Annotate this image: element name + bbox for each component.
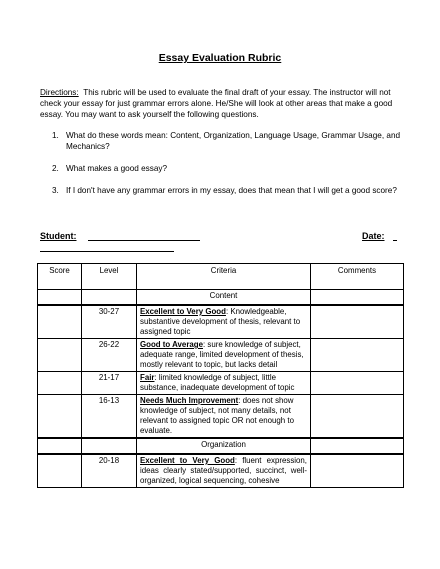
comments-cell[interactable] (311, 372, 404, 395)
document-title: Essay Evaluation Rubric (158, 52, 282, 64)
criteria-text: : limited knowledge of subject, little substance, inadequate development of topic (140, 373, 295, 392)
score-cell[interactable] (38, 305, 82, 339)
criteria-cell (137, 395, 311, 439)
question-number: 2. (52, 164, 59, 173)
level-cell: 30-27 (82, 305, 137, 339)
criteria-text: : does not show knowledge of subject, not many details, not relevant to assigned topic OR not enough to evaluate. (140, 396, 294, 435)
section-title: Content (137, 290, 311, 306)
criteria-title: Excellent to Very Good (140, 456, 235, 465)
section-row-organization (38, 438, 404, 454)
question-item (52, 163, 408, 174)
criteria-text: : fluent expression, ideas clearly stated/supported, succinct, well-organized, logical sequencing, cohesive (140, 456, 307, 485)
level-cell (82, 438, 137, 454)
table-row (38, 305, 404, 339)
student-label: Student: (40, 231, 77, 241)
rubric-table (37, 263, 404, 488)
level-cell: 26-22 (82, 339, 137, 372)
score-cell[interactable] (38, 438, 82, 454)
section-row-content (38, 290, 404, 306)
question-text: What makes a good essay? (66, 164, 168, 173)
criteria-text: : sure knowledge of subject, adequate range, limited development of thesis, mostly relevant to topic, but lacks detail (140, 340, 304, 369)
comments-cell[interactable] (311, 454, 404, 488)
criteria-cell (137, 339, 311, 372)
criteria-title: Fair (140, 373, 155, 382)
directions-label: Directions: (40, 88, 79, 97)
comments-cell[interactable] (311, 290, 404, 306)
level-cell: 16-13 (82, 395, 137, 439)
directions-paragraph (40, 87, 408, 120)
table-row (38, 395, 404, 439)
criteria-title: Good to Average (140, 340, 203, 349)
score-cell[interactable] (38, 395, 82, 439)
score-cell[interactable] (38, 339, 82, 372)
criteria-cell (137, 305, 311, 339)
header-score: Score (38, 264, 82, 290)
date-label: Date: (362, 231, 385, 241)
comments-cell[interactable] (311, 305, 404, 339)
table-header-row (38, 264, 404, 290)
section-title: Organization (137, 438, 311, 454)
directions-text: This rubric will be used to evaluate the final draft of your essay. The instructor will not check your essay for just grammar errors alone. He/She will look at other areas that make a good essay. You may want to ask yourself the following questions. (40, 88, 393, 119)
question-item (52, 130, 408, 152)
student-name-line[interactable] (88, 240, 200, 241)
level-cell: 21-17 (82, 372, 137, 395)
header-level: Level (82, 264, 137, 290)
comments-cell[interactable] (311, 395, 404, 439)
criteria-cell (137, 454, 311, 488)
score-cell[interactable] (38, 372, 82, 395)
question-number: 1. (52, 131, 59, 140)
date-line[interactable] (393, 240, 397, 241)
criteria-title: Needs Much Improvement (140, 396, 239, 405)
student-name-line-2[interactable] (40, 251, 174, 252)
question-number: 3. (52, 186, 59, 195)
level-cell: 20-18 (82, 454, 137, 488)
header-comments: Comments (311, 264, 404, 290)
criteria-text: : Knowledgeable, substantive development of thesis, relevant to assigned topic (140, 307, 301, 336)
table-row (38, 454, 404, 488)
criteria-title: Excellent to Very Good (140, 307, 226, 316)
question-list (52, 130, 408, 207)
level-cell (82, 290, 137, 306)
question-item (52, 185, 408, 196)
table-row (38, 339, 404, 372)
criteria-cell (137, 372, 311, 395)
comments-cell[interactable] (311, 438, 404, 454)
comments-cell[interactable] (311, 339, 404, 372)
header-criteria: Criteria (137, 264, 311, 290)
score-cell[interactable] (38, 290, 82, 306)
table-row (38, 372, 404, 395)
question-text: If I don't have any grammar errors in my essay, does that mean that I will get a good score? (66, 186, 397, 195)
question-text: What do these words mean: Content, Organization, Language Usage, Grammar Usage, and Mechanics? (66, 131, 401, 151)
score-cell[interactable] (38, 454, 82, 488)
